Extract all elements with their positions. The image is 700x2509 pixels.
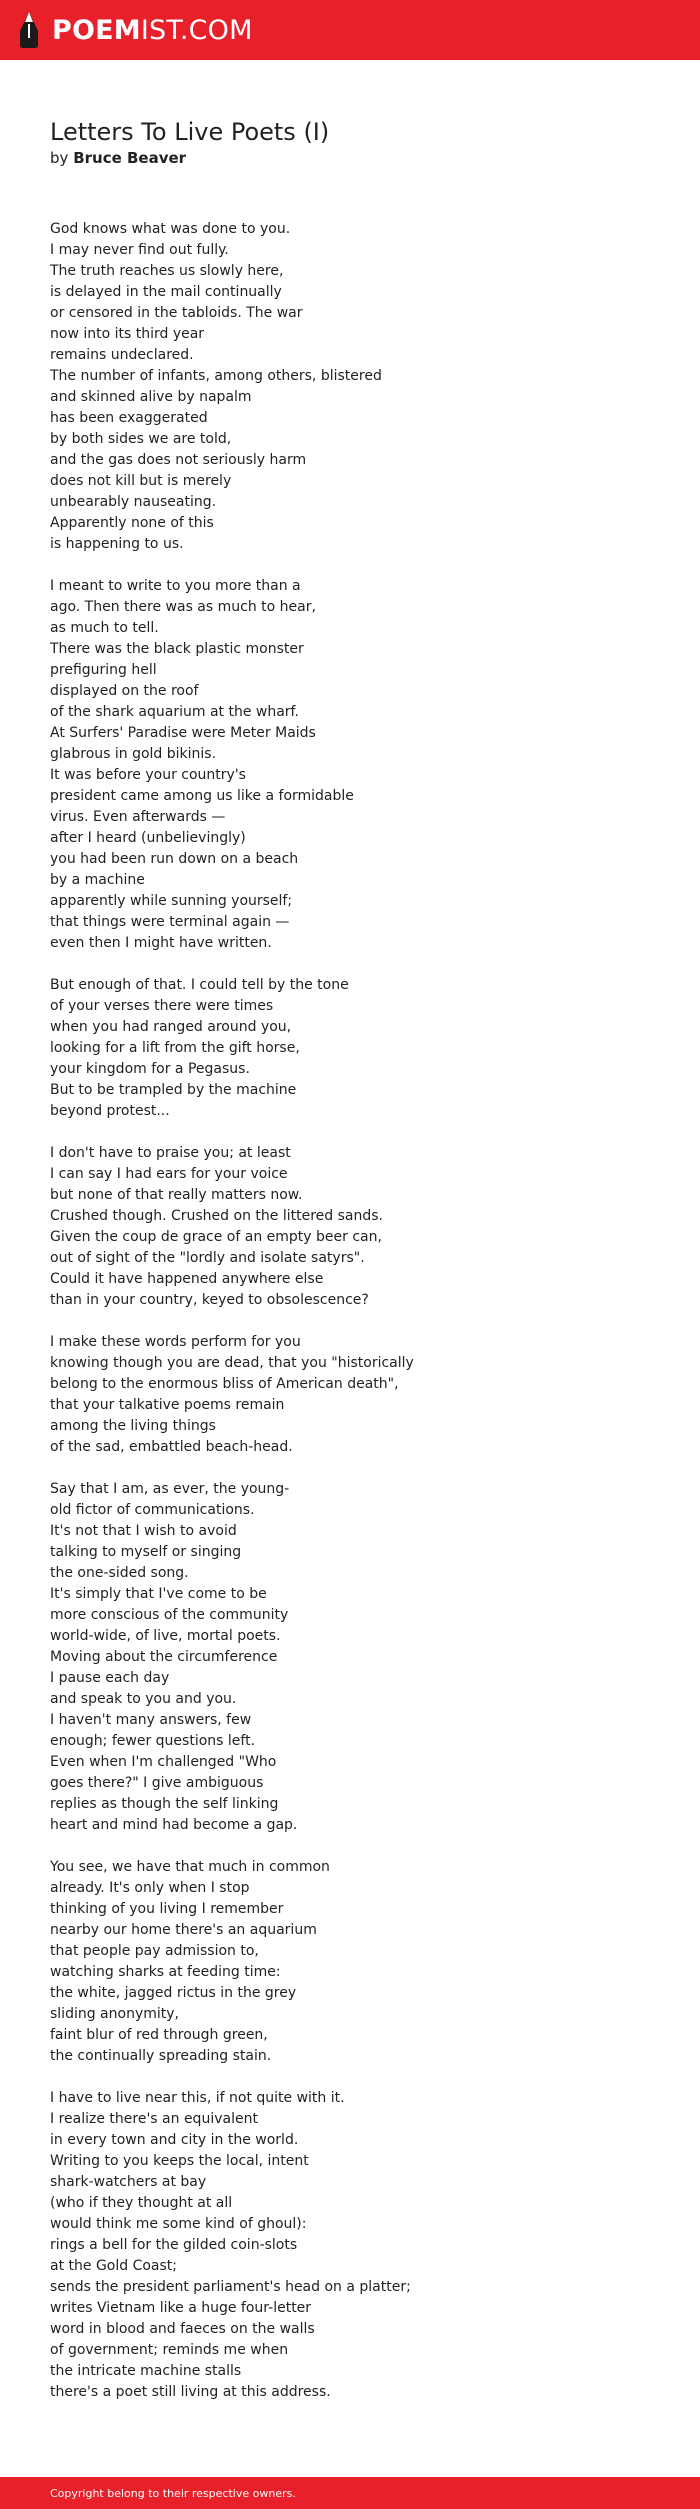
- poem-line: But to be trampled by the machine: [50, 1082, 297, 1098]
- poem-line: I haven't many answers, few: [50, 1712, 252, 1728]
- poem-line: rings a bell for the gilded coin-slots: [50, 2237, 298, 2253]
- poem-line: is happening to us.: [50, 536, 184, 552]
- poem-line: thinking of you living I remember: [50, 1901, 284, 1917]
- poem-line: now into its third year: [50, 326, 205, 342]
- by-label: by: [50, 149, 69, 167]
- poem-line: Moving about the circumference: [50, 1649, 278, 1665]
- poem-line: old fictor of communications.: [50, 1502, 255, 1518]
- poem-line: among the living things: [50, 1418, 216, 1434]
- poem-line: or censored in the tabloids. The war: [50, 305, 303, 321]
- poem-stanza: [50, 2088, 670, 2403]
- poem-line: the continually spreading stain.: [50, 2048, 272, 2064]
- copyright-notice: Copyright belong to their respective owners.: [50, 2486, 296, 2500]
- poem-line: writes Vietnam like a huge four-letter: [50, 2300, 312, 2316]
- poem-line: I make these words perform for you: [50, 1334, 301, 1350]
- poem-line: I realize there's an equivalent: [50, 2111, 258, 2127]
- poem-line: knowing though you are dead, that you "historically: [50, 1355, 414, 1371]
- poem-line: faint blur of red through green,: [50, 2027, 268, 2043]
- poem-line: Apparently none of this: [50, 515, 214, 531]
- poem-line: but none of that really matters now.: [50, 1187, 303, 1203]
- poem-line: that people pay admission to,: [50, 1943, 259, 1959]
- poem-stanza: [50, 576, 670, 954]
- logo-text-light: IST.COM: [140, 14, 253, 46]
- poem-line: there's a poet still living at this address.: [50, 2384, 331, 2400]
- poem-line: looking for a lift from the gift horse,: [50, 1040, 300, 1056]
- logo-text-bold: POEM: [52, 14, 141, 46]
- poem-line: you had been run down on a beach: [50, 851, 299, 867]
- site-header: [0, 0, 700, 60]
- poem-line: I don't have to praise you; at least: [50, 1145, 291, 1161]
- poem-line: You see, we have that much in common: [50, 1859, 330, 1875]
- poem-stanza: [50, 1857, 670, 2067]
- poem-line: beyond protest...: [50, 1103, 170, 1119]
- poem-stanza: [50, 1479, 670, 1836]
- poem-line: by a machine: [50, 872, 145, 888]
- poem-line: even then I might have written.: [50, 935, 272, 951]
- poem-line: at the Gold Coast;: [50, 2258, 178, 2274]
- poem-line: Given the coup de grace of an empty beer can,: [50, 1229, 382, 1245]
- poem-author: Bruce Beaver: [73, 149, 187, 167]
- poem-line: of government; reminds me when: [50, 2342, 289, 2358]
- poem-line: your kingdom for a Pegasus.: [50, 1061, 250, 1077]
- poem-line: shark-watchers at bay: [50, 2174, 207, 2190]
- poem-line: sends the president parliament's head on a platter;: [50, 2279, 411, 2295]
- poem-line: I pause each day: [50, 1670, 170, 1686]
- poem-line: unbearably nauseating.: [50, 494, 217, 510]
- poem-line: talking to myself or singing: [50, 1544, 242, 1560]
- poem-line: It's simply that I've come to be: [50, 1586, 267, 1602]
- poem-body: [50, 219, 670, 2424]
- poem-line: by both sides we are told,: [50, 431, 232, 447]
- poem-line: the one-sided song.: [50, 1565, 189, 1581]
- poem-line: Even when I'm challenged "Who: [50, 1754, 277, 1770]
- poem-line: that things were terminal again —: [50, 914, 290, 930]
- poem-line: replies as though the self linking: [50, 1796, 279, 1812]
- poem-stanza: [50, 1143, 670, 1311]
- poem-line: Say that I am, as ever, the young-: [50, 1481, 290, 1497]
- poem-line: out of sight of the "lordly and isolate satyrs".: [50, 1250, 365, 1266]
- poem-line: already. It's only when I stop: [50, 1880, 250, 1896]
- poem-line: president came among us like a formidable: [50, 788, 354, 804]
- poem-line: world-wide, of live, mortal poets.: [50, 1628, 281, 1644]
- poem-line: as much to tell.: [50, 620, 159, 636]
- poem-line: I have to live near this, if not quite with it.: [50, 2090, 345, 2106]
- poem-line: of your verses there were times: [50, 998, 274, 1014]
- poem-line: of the sad, embattled beach-head.: [50, 1439, 293, 1455]
- poem-line: and skinned alive by napalm: [50, 389, 252, 405]
- poem-line: has been exaggerated: [50, 410, 208, 426]
- poem-line: the intricate machine stalls: [50, 2363, 242, 2379]
- poem-line: of the shark aquarium at the wharf.: [50, 704, 299, 720]
- poem-line: does not kill but is merely: [50, 473, 232, 489]
- poem-line: nearby our home there's an aquarium: [50, 1922, 317, 1938]
- poem-line: after I heard (unbelievingly): [50, 830, 246, 846]
- poem-line: virus. Even afterwards —: [50, 809, 226, 825]
- poem-stanza: [50, 975, 670, 1122]
- poem-line: than in your country, keyed to obsolescence?: [50, 1292, 369, 1308]
- poem-line: prefiguring hell: [50, 662, 157, 678]
- poem-line: Crushed though. Crushed on the littered sands.: [50, 1208, 383, 1224]
- poem-line: God knows what was done to you.: [50, 221, 291, 237]
- poem-line: and the gas does not seriously harm: [50, 452, 307, 468]
- poem-stanza: [50, 1332, 670, 1458]
- poem-line: apparently while sunning yourself;: [50, 893, 293, 909]
- poem-line: I meant to write to you more than a: [50, 578, 301, 594]
- poem-line: that your talkative poems remain: [50, 1397, 285, 1413]
- poem-line: It's not that I wish to avoid: [50, 1523, 237, 1539]
- poem-line: the white, jagged rictus in the grey: [50, 1985, 297, 2001]
- poem-line: watching sharks at feeding time:: [50, 1964, 281, 1980]
- poem-line: At Surfers' Paradise were Meter Maids: [50, 725, 316, 741]
- poem-line: ago. Then there was as much to hear,: [50, 599, 316, 615]
- poem-line: is delayed in the mail continually: [50, 284, 282, 300]
- poem-line: displayed on the roof: [50, 683, 199, 699]
- pen-nib-icon[interactable]: [18, 11, 40, 49]
- poem-line: word in blood and faeces on the walls: [50, 2321, 315, 2337]
- poem-line: heart and mind had become a gap.: [50, 1817, 298, 1833]
- poem-line: glabrous in gold bikinis.: [50, 746, 217, 762]
- poem-line: more conscious of the community: [50, 1607, 289, 1623]
- poem-line: But enough of that. I could tell by the tone: [50, 977, 349, 993]
- poem-line: remains undeclared.: [50, 347, 194, 363]
- poem-line: The truth reaches us slowly here,: [50, 263, 284, 279]
- site-footer: [0, 2477, 700, 2509]
- poem-line: Writing to you keeps the local, intent: [50, 2153, 309, 2169]
- poem-line: There was the black plastic monster: [50, 641, 304, 657]
- poem-line: and speak to you and you.: [50, 1691, 237, 1707]
- poem-line: in every town and city in the world.: [50, 2132, 299, 2148]
- poem-line: Could it have happened anywhere else: [50, 1271, 324, 1287]
- poem-line: goes there?" I give ambiguous: [50, 1775, 264, 1791]
- poem-line: sliding anonymity,: [50, 2006, 179, 2022]
- poem-line: would think me some kind of ghoul):: [50, 2216, 307, 2232]
- poem-byline: [50, 148, 186, 168]
- poem-line: belong to the enormous bliss of American death",: [50, 1376, 399, 1392]
- poem-line: when you had ranged around you,: [50, 1019, 292, 1035]
- poem-line: I can say I had ears for your voice: [50, 1166, 288, 1182]
- poem-stanza: [50, 219, 670, 555]
- poem-line: (who if they thought at all: [50, 2195, 233, 2211]
- poem-line: It was before your country's: [50, 767, 246, 783]
- site-logo[interactable]: [52, 14, 253, 46]
- poem-line: enough; fewer questions left.: [50, 1733, 256, 1749]
- poem-title: Letters To Live Poets (I): [50, 118, 330, 146]
- poem-line: I may never find out fully.: [50, 242, 229, 258]
- poem-line: The number of infants, among others, blistered: [50, 368, 382, 384]
